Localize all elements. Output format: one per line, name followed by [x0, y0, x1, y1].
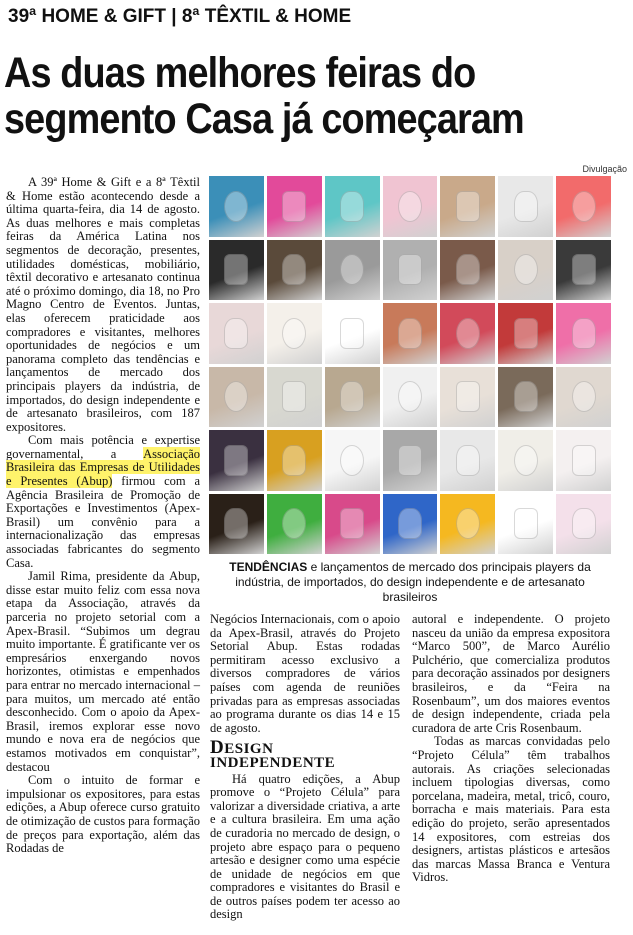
product-shape: [398, 254, 422, 285]
product-collage-photo: [209, 176, 611, 554]
product-photo-tile: [209, 240, 264, 301]
product-shape: [224, 508, 248, 539]
paragraph: Há quatro edições, a Abup promove o “Projeto Célula” para valorizar a diversidade criativa, a arte e a cultura brasileira. Em uma ação de curadoria no mercado de design, o projeto abre espaço para o pequeno artesão e designer como uma espécie de unidade de negócios em que compradores e visitantes do Brasil e de outros países podem ter acesso ao design: [210, 771, 400, 922]
product-shape: [456, 191, 480, 222]
paragraph: Todas as marcas convidadas pelo “Projeto Célula” têm trabalhos autorais. As criações selecionadas incluem tipologias diversas, como porcelana, madeira, metal, tricô, couro, borracha e mais materiais. Para esta edição do projeto, serão apresentados 14 expositores, com estreias dos designers, artistas plásticos e artesãos das marcas Massa Branca e Ventura Vidros.: [412, 734, 610, 885]
paragraph: autoral e independente. O projeto nasceu da união da empresa expositora “Marco 500”, de Marco Aurélio Pulchério, que comercializa produtos para decoração assinados por designers brasileiros, e da “Feira na Rosenbaum”, um dos maiores eventos de design independente, criada pela curadora de arte Cris Rosenbaum.: [412, 612, 610, 735]
product-photo-tile: [498, 494, 553, 555]
product-shape: [398, 318, 422, 349]
product-photo-tile: [556, 430, 611, 491]
product-shape: [282, 381, 306, 412]
product-photo-tile: [498, 176, 553, 237]
product-photo-tile: [556, 176, 611, 237]
paragraph: A 39ª Home & Gift e a 8ª Têxtil & Home estão acontecendo desde a última quarta-feira, dia 14 de agosto. As duas melhores e mais completas feiras da América Latina nos segmentos de decoração, presentes, utilidades domésticas, mobiliário, têxtil decorativo e artesanato continua até o próximo domingo, dia 18, no Pro Magno Centro de Eventos. Juntas, elas oferecem praticidade aos compradores e visitantes, melhores oportunidades de negócios e um panorama completo das tendências e lançamentos de mercado dos principais players da indústria, de importados, do design independente e de artesanato brasileiros, com 187 expositores.: [6, 175, 200, 434]
product-shape: [398, 508, 422, 539]
paragraph: Negócios Internacionais, com o apoio da Apex-Brasil, através do Projeto Setorial Abup. Estas rodadas permitiram acesso exclusivo a diversos compradores de vários países com agenda de reuniões privadas para as empresas associadas ao programa durante os dias 14 e 15 de agosto.: [210, 612, 400, 735]
product-photo-tile: [209, 367, 264, 428]
product-shape: [224, 381, 248, 412]
product-photo-tile: [325, 430, 380, 491]
headline: [4, 50, 554, 142]
product-photo-tile: [498, 303, 553, 364]
photo-credit: Divulgação: [582, 164, 627, 174]
product-shape: [224, 254, 248, 285]
paragraph: Jamil Rima, presidente da Abup, disse estar muito feliz com essa nova etapa da Associação, através da parceria no projeto setorial com a Apex-Brasil. “Subimos um degrau muito importante. É gratificante ver os empresários enxergando novos horizontes, otimistas e empenhados para entrar no mercado internacional – para muitos, um mercado até então desconhecido. Com o apoio da Apex-Brasil, iremos explorar esse novo mundo e nova era de negócios que estamos motivados em conquistar”, destacou: [6, 569, 200, 774]
product-photo-tile: [440, 494, 495, 555]
product-photo-tile: [383, 430, 438, 491]
headline-line-1: As duas melhores feiras do: [4, 49, 476, 97]
caption-text: e lançamentos de mercado dos principais players da indústria, de importados, do design independente e de artesanato brasileiros: [235, 560, 591, 604]
product-shape: [572, 381, 596, 412]
product-shape: [398, 191, 422, 222]
headline-line-2: segmento Casa já começaram: [4, 95, 524, 143]
product-shape: [340, 254, 364, 285]
product-shape: [398, 445, 422, 476]
product-photo-tile: [267, 176, 322, 237]
product-photo-tile: [209, 430, 264, 491]
product-shape: [282, 508, 306, 539]
product-shape: [224, 191, 248, 222]
text-span: firmou com a Agência Brasileira de Promoção de Exportações e Investimentos (Apex-Brasil) um convênio para a internacionalização das empresas associadas fabricantes do segmento Casa.: [6, 474, 200, 570]
product-photo-tile: [325, 176, 380, 237]
product-shape: [456, 254, 480, 285]
paragraph: [6, 434, 200, 570]
product-photo-tile: [498, 430, 553, 491]
product-photo-tile: [440, 430, 495, 491]
product-photo-tile: [267, 240, 322, 301]
product-shape: [282, 254, 306, 285]
product-photo-tile: [267, 367, 322, 428]
product-shape: [514, 381, 538, 412]
product-photo-tile: [209, 176, 264, 237]
product-photo-tile: [498, 240, 553, 301]
article-column-3: [412, 613, 610, 885]
product-shape: [514, 191, 538, 222]
product-shape: [340, 191, 364, 222]
paragraph: Com o intuito de formar e impulsionar os expositores, para estas edições, a Abup oferece curso gratuito de otimização de custos para formação de preços para exportação, além das Rodadas de: [6, 773, 201, 856]
product-photo-tile: [267, 430, 322, 491]
product-photo-tile: [498, 367, 553, 428]
product-shape: [572, 191, 596, 222]
product-shape: [514, 318, 538, 349]
product-photo-tile: [440, 303, 495, 364]
product-shape: [572, 508, 596, 539]
product-shape: [456, 318, 480, 349]
product-photo-tile: [325, 494, 380, 555]
product-shape: [514, 508, 538, 539]
product-shape: [456, 508, 480, 539]
product-photo-tile: [267, 303, 322, 364]
subhead-text: ESIGN INDEPENDENTE: [210, 741, 336, 771]
product-shape: [282, 191, 306, 222]
article-column-1: [6, 176, 200, 856]
product-photo-tile: [325, 367, 380, 428]
product-photo-tile: [383, 494, 438, 555]
product-photo-tile: [383, 176, 438, 237]
product-photo-tile: [209, 494, 264, 555]
product-photo-tile: [267, 494, 322, 555]
product-shape: [282, 445, 306, 476]
product-shape: [340, 445, 364, 476]
product-shape: [572, 318, 596, 349]
text-span: Com mais potência e expertise governamental, a: [6, 433, 200, 461]
product-shape: [340, 381, 364, 412]
product-shape: [340, 508, 364, 539]
product-shape: [456, 445, 480, 476]
caption-lead: TENDÊNCIAS: [229, 560, 308, 574]
product-photo-tile: [383, 367, 438, 428]
product-photo-tile: [383, 303, 438, 364]
product-photo-tile: [440, 176, 495, 237]
product-shape: [224, 445, 248, 476]
photo-caption: [209, 560, 611, 605]
product-photo-tile: [325, 303, 380, 364]
section-kicker: 39ª HOME & GIFT | 8ª TÊXTIL & HOME: [8, 6, 352, 27]
product-shape: [398, 381, 422, 412]
product-shape: [572, 254, 596, 285]
product-photo-tile: [556, 494, 611, 555]
product-shape: [224, 318, 248, 349]
product-shape: [282, 318, 306, 349]
product-shape: [514, 445, 538, 476]
product-shape: [456, 381, 480, 412]
article-column-2: [210, 613, 400, 922]
product-photo-tile: [325, 240, 380, 301]
product-shape: [340, 318, 364, 349]
product-photo-tile: [556, 303, 611, 364]
product-photo-tile: [440, 367, 495, 428]
subhead: [210, 737, 400, 771]
product-photo-tile: [556, 367, 611, 428]
highlighted-text: Associação Brasileira das Empresas de Utilidades e Presentes (Abup): [6, 446, 200, 489]
subhead-initial: D: [210, 737, 225, 759]
product-photo-tile: [209, 303, 264, 364]
product-photo-tile: [556, 240, 611, 301]
product-photo-tile: [440, 240, 495, 301]
product-photo-tile: [383, 240, 438, 301]
product-shape: [572, 445, 596, 476]
product-shape: [514, 254, 538, 285]
